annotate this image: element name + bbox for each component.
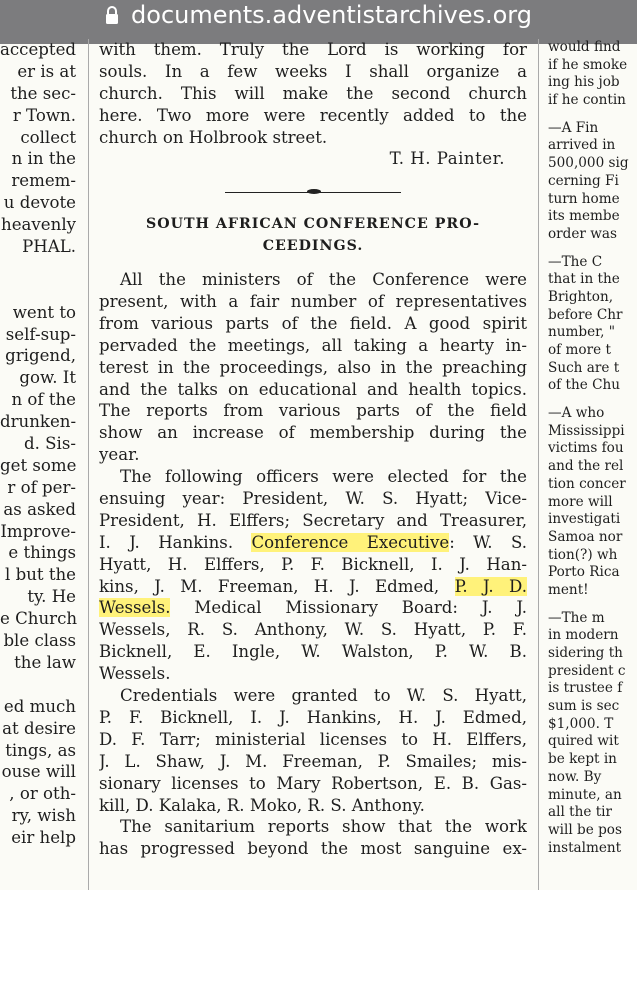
para-line: kill, D. Kalaka, R. Moko, R. S. Anthony. <box>99 795 425 815</box>
browser-url-bar[interactable] <box>0 0 637 44</box>
left-line: ouse will <box>1 762 76 782</box>
right-line: tion concer <box>548 475 626 492</box>
left-line: gow. It <box>19 368 76 388</box>
highlight-pjd[interactable]: P. J. D. <box>454 576 527 596</box>
left-line: self-sup- <box>5 324 76 344</box>
para-line-wessels-cont <box>99 597 527 619</box>
right-line: —A who <box>548 405 605 422</box>
para-line: terest in the proceedings, also in the preaching <box>99 357 527 377</box>
right-line: would find <box>548 39 621 55</box>
intro-line: church on Holbrook street. <box>99 127 328 147</box>
right-line: 500,000 sig <box>548 155 629 172</box>
left-line: get some <box>0 455 77 475</box>
para-line: show an increase of membership during the <box>99 423 527 443</box>
para-line: present, with a fair number of representatives <box>99 292 527 312</box>
right-line: is trustee f <box>548 680 623 697</box>
right-line: quired wit <box>548 733 619 750</box>
para-line-executive <box>99 532 527 554</box>
right-line: more will <box>548 493 613 510</box>
right-line: —The C <box>548 253 603 270</box>
right-line: if he smoke <box>548 56 628 73</box>
para-line: The reports from various parts of the field <box>99 401 527 421</box>
right-line: —A Fin <box>548 119 599 136</box>
left-line: drunken- <box>0 412 77 432</box>
right-line: arrived in <box>548 137 616 154</box>
right-line: sum is sec <box>548 698 620 715</box>
left-line: as asked <box>3 499 76 519</box>
right-line: order was <box>548 225 617 242</box>
left-line: the law <box>14 652 76 672</box>
right-line: sidering th <box>548 645 623 661</box>
left-line: the sec- <box>10 83 76 103</box>
left-column-text <box>0 39 78 890</box>
left-line: l but the <box>4 565 76 585</box>
article-heading-cont: CEEDINGS. <box>262 238 364 255</box>
left-line: eir help <box>11 828 76 848</box>
left-line: heavenly <box>1 215 76 235</box>
para-line: Hyatt, H. Elffers, P. F. Bicknell, I. J. Han- <box>99 554 527 574</box>
text-span: kins, J. M. Freeman, H. J. Edmed, <box>99 576 440 596</box>
intro-line: church. This will make the second church <box>99 83 527 103</box>
para-line: has progressed beyond the most sanguine ex- <box>99 839 527 859</box>
right-line: ing his job <box>548 74 620 91</box>
left-line: ty. He <box>27 587 76 607</box>
right-line: Brighton, <box>548 288 614 305</box>
left-line: collect <box>20 127 76 147</box>
para-line: ensuing year: President, W. S. Hyatt; Vice- <box>99 489 527 509</box>
right-line: if he contin <box>548 92 626 109</box>
left-line: r Town. <box>12 105 76 125</box>
left-line: u devote <box>3 193 76 213</box>
left-line: ble class <box>3 631 76 651</box>
para-line: The following officers were elected for the <box>120 467 527 487</box>
right-line: and the rel <box>548 458 624 475</box>
intro-line: with them. Truly the Lord is working for <box>99 40 527 59</box>
left-line: r of per- <box>7 477 76 497</box>
para-line: sionary licenses to Mary Robertson, E. B. Gas- <box>99 773 527 793</box>
right-line: ment! <box>548 581 589 598</box>
column-rule <box>538 39 539 890</box>
left-line: e things <box>8 543 76 563</box>
left-line <box>0 674 78 696</box>
left-line: d. Sis- <box>24 434 76 454</box>
right-line: tion(?) wh <box>548 546 618 563</box>
para-line: pervaded the meetings, all taking a hearty in- <box>99 335 527 355</box>
right-line: turn home <box>548 190 620 207</box>
para-line: Bicknell, E. Ingle, W. Walston, P. W. B. <box>99 642 527 662</box>
para-line: J. L. Shaw, J. M. Freeman, P. Smailes; mis- <box>99 751 527 771</box>
para-line: Wessels, R. S. Anthony, W. S. Hyatt, P. F. <box>99 620 527 640</box>
highlight-conference-executive[interactable]: Conference Executive <box>251 532 450 552</box>
para-line: P. F. Bicknell, I. J. Hankins, H. J. Edmed, <box>99 707 527 727</box>
para-line: Wessels. <box>99 664 171 684</box>
para-line: The sanitarium reports show that the work <box>120 817 527 837</box>
para-line: D. F. Tarr; ministerial licenses to H. Elffers, <box>99 729 527 749</box>
right-line: president c <box>548 662 626 679</box>
left-line: at desire <box>2 718 76 738</box>
text-span: I. J. Hankins. <box>99 532 234 552</box>
right-line: —The m <box>548 609 605 626</box>
right-line: of the Chu <box>548 377 621 394</box>
right-line: Samoa nor <box>548 528 623 545</box>
right-line: in modern <box>548 627 619 644</box>
right-line: number, " <box>548 324 616 341</box>
right-line: instalment <box>548 839 622 856</box>
left-line: tings, as <box>5 740 76 760</box>
section-divider <box>99 181 527 203</box>
left-line: PHAL. <box>22 237 76 257</box>
right-line: Such are t <box>548 359 620 376</box>
left-line: ry, wish <box>11 806 76 826</box>
para-line: President, H. Elffers; Secretary and Treasurer, <box>99 510 527 530</box>
lock-icon <box>105 6 119 24</box>
right-line: cerning Fi <box>548 172 619 189</box>
para-line: All the ministers of the Conference were <box>120 270 527 290</box>
intro-line: here. Two more were recently added to the <box>99 105 527 125</box>
url-text: documents.adventistarchives.org <box>131 1 532 29</box>
main-article <box>99 39 527 890</box>
left-line: e Church <box>0 609 78 629</box>
right-line: that in the <box>548 271 620 288</box>
para-line: year. <box>99 445 140 465</box>
left-line <box>0 280 78 302</box>
para-line-wessels <box>99 576 527 598</box>
right-line: of more t <box>548 342 611 358</box>
right-line: $1,000. T <box>548 715 614 732</box>
right-line: be kept in <box>548 751 617 768</box>
right-line: before Chr <box>548 306 623 323</box>
para-line: Credentials were granted to W. S. Hyatt, <box>120 686 527 706</box>
right-column-text <box>548 39 637 890</box>
left-line: n in the <box>11 149 76 169</box>
highlight-wessels[interactable]: Wessels. <box>99 598 171 618</box>
right-line: now. By <box>548 768 602 785</box>
left-line: ed much <box>3 696 76 716</box>
right-line: victims fou <box>548 440 624 457</box>
right-line: all the tir <box>548 804 613 821</box>
para-line: from various parts of the field. A good spirit <box>99 313 527 333</box>
left-line: n of the <box>11 390 76 410</box>
right-line: investigati <box>548 511 621 528</box>
author-signature: T. H. Painter. <box>389 149 505 169</box>
intro-line: souls. In a few weeks I shall organize a <box>99 61 527 81</box>
text-span: Medical Missionary Board: J. J. <box>194 598 527 618</box>
right-line: Mississippi <box>548 422 625 439</box>
left-line: Improve- <box>0 521 76 541</box>
right-line: Porto Rica <box>548 564 620 581</box>
left-line <box>0 258 78 280</box>
right-line: will be pos <box>548 821 622 838</box>
left-line: er is at <box>17 61 76 81</box>
left-line: accepted <box>0 40 77 59</box>
column-rule <box>88 39 89 890</box>
left-line: , or oth- <box>9 784 76 804</box>
left-line: grigend, <box>5 346 76 366</box>
text-span: : W. S. <box>449 532 527 552</box>
right-line: its membe <box>548 208 620 225</box>
left-line: went to <box>12 302 76 322</box>
blank-area <box>0 890 637 991</box>
right-line: minute, an <box>548 786 622 803</box>
left-line: remem- <box>11 171 76 191</box>
para-line: and the talks on educational and health topics. <box>99 379 527 399</box>
article-heading: SOUTH AFRICAN CONFERENCE PRO- <box>146 216 480 233</box>
